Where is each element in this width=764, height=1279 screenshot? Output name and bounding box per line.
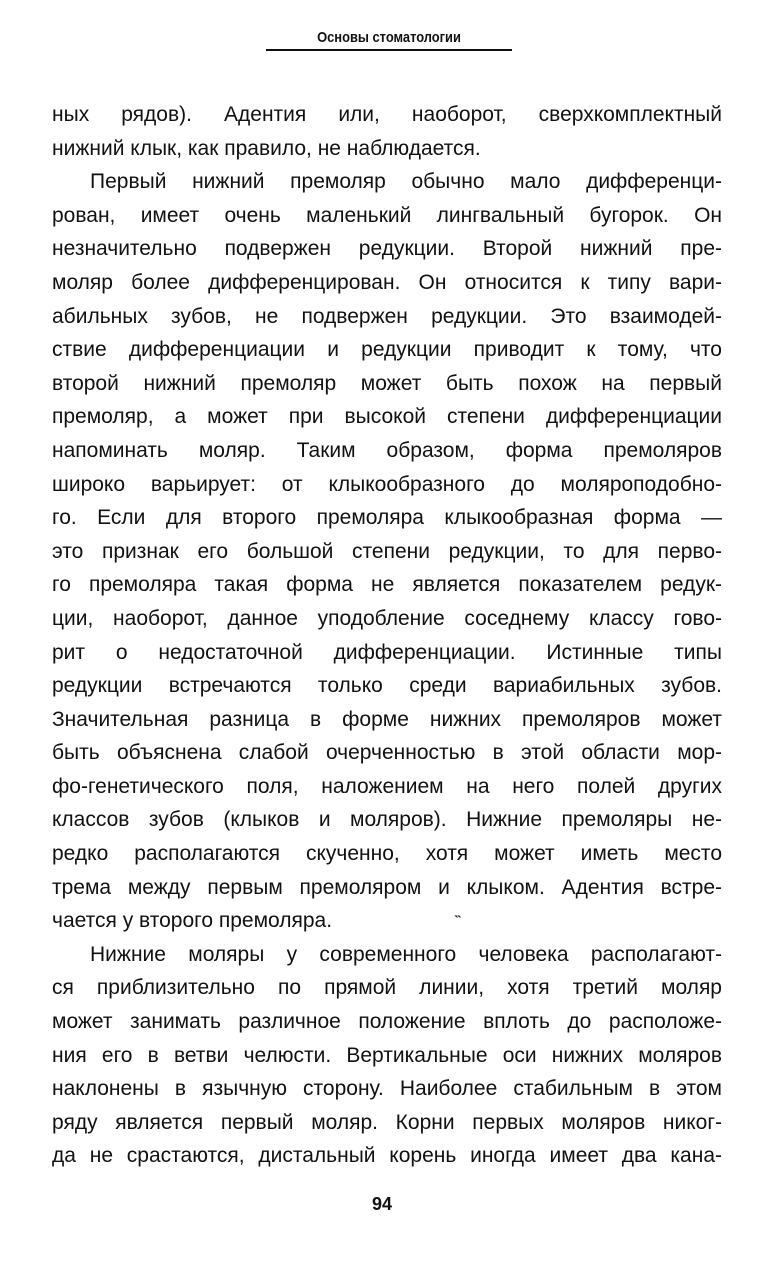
text-line: редко располагаются скученно, хотя может иметь место	[52, 842, 722, 866]
text-line: ния его в ветви челюсти. Вертикальные оси нижних моляров	[52, 1043, 722, 1067]
stray-ink-mark: ˵	[455, 906, 461, 923]
text-line: это признак его большой степени редукции, то для перво-	[52, 539, 722, 563]
running-head-block	[266, 28, 512, 51]
text-line: фо-генетического поля, наложением на него полей других	[52, 774, 722, 798]
text-line: ции, наоборот, данное уподобление соседнему классу гово-	[52, 606, 722, 630]
text-line: Нижние моляры у современного человека располагают-	[90, 942, 722, 966]
text-line: напоминать моляр. Таким образом, форма премоляров	[52, 438, 722, 462]
text-line: рит о недостаточной дифференциации. Истинные типы	[52, 640, 722, 664]
text-line: наклонены в язычную сторону. Наиболее стабильным в этом	[52, 1077, 722, 1101]
text-line: редукции встречаются только среди вариабильных зубов.	[52, 674, 722, 698]
text-line: классов зубов (клыков и моляров). Нижние премоляры не-	[52, 808, 722, 832]
text-line: чается у второго премоляра.	[52, 909, 333, 933]
text-line: незначительно подвержен редукции. Второй нижний пре-	[52, 237, 722, 261]
text-line: ствие дифференциации и редукции приводит к тому, что	[52, 338, 722, 362]
text-line: ся приблизительно по прямой линии, хотя третий моляр	[52, 976, 722, 1000]
text-line: ных рядов). Адентия или, наоборот, сверхкомплектный	[52, 103, 722, 126]
page-number: 94	[371, 1194, 393, 1214]
text-line: нижний клык, как правило, не наблюдается.	[52, 136, 481, 160]
text-line: го премоляра такая форма не является показателем редук-	[52, 573, 722, 597]
text-line: быть объяснена слабой очерченностью в этой области мор-	[52, 741, 722, 765]
text-line: Первый нижний премоляр обычно мало дифференци-	[90, 170, 722, 194]
text-line: го. Если для второго премоляра клыкообразная форма —	[52, 506, 722, 530]
text-line: абильных зубов, не подвержен редукции. Это взаимодей-	[52, 304, 722, 328]
running-head	[0, 28, 764, 51]
text-line: премоляр, а может при высокой степени дифференциации	[52, 405, 722, 429]
body-text	[52, 98, 722, 1173]
text-line: второй нижний премоляр может быть похож на первый	[52, 371, 722, 395]
running-head-title: Основы стоматологии	[317, 29, 461, 46]
text-line: широко варьирует: от клыкообразного до моляроподобно-	[52, 472, 722, 496]
running-head-rule	[266, 49, 512, 51]
text-line: ряду является первый моляр. Корни первых моляров никог-	[52, 1110, 722, 1134]
text-line: рован, имеет очень маленький лингвальный бугорок. Он	[52, 203, 722, 227]
text-line: трема между первым премоляром и клыком. Адентия встре-	[52, 875, 722, 899]
text-line: да не срастаются, дистальный корень иногда имеет два кана-	[52, 1144, 722, 1168]
text-line: Значительная разница в форме нижних премоляров может	[52, 707, 722, 731]
text-line: моляр более дифференцирован. Он относится к типу вари-	[52, 270, 722, 294]
text-line: может занимать различное положение вплоть до расположе-	[52, 1010, 722, 1034]
